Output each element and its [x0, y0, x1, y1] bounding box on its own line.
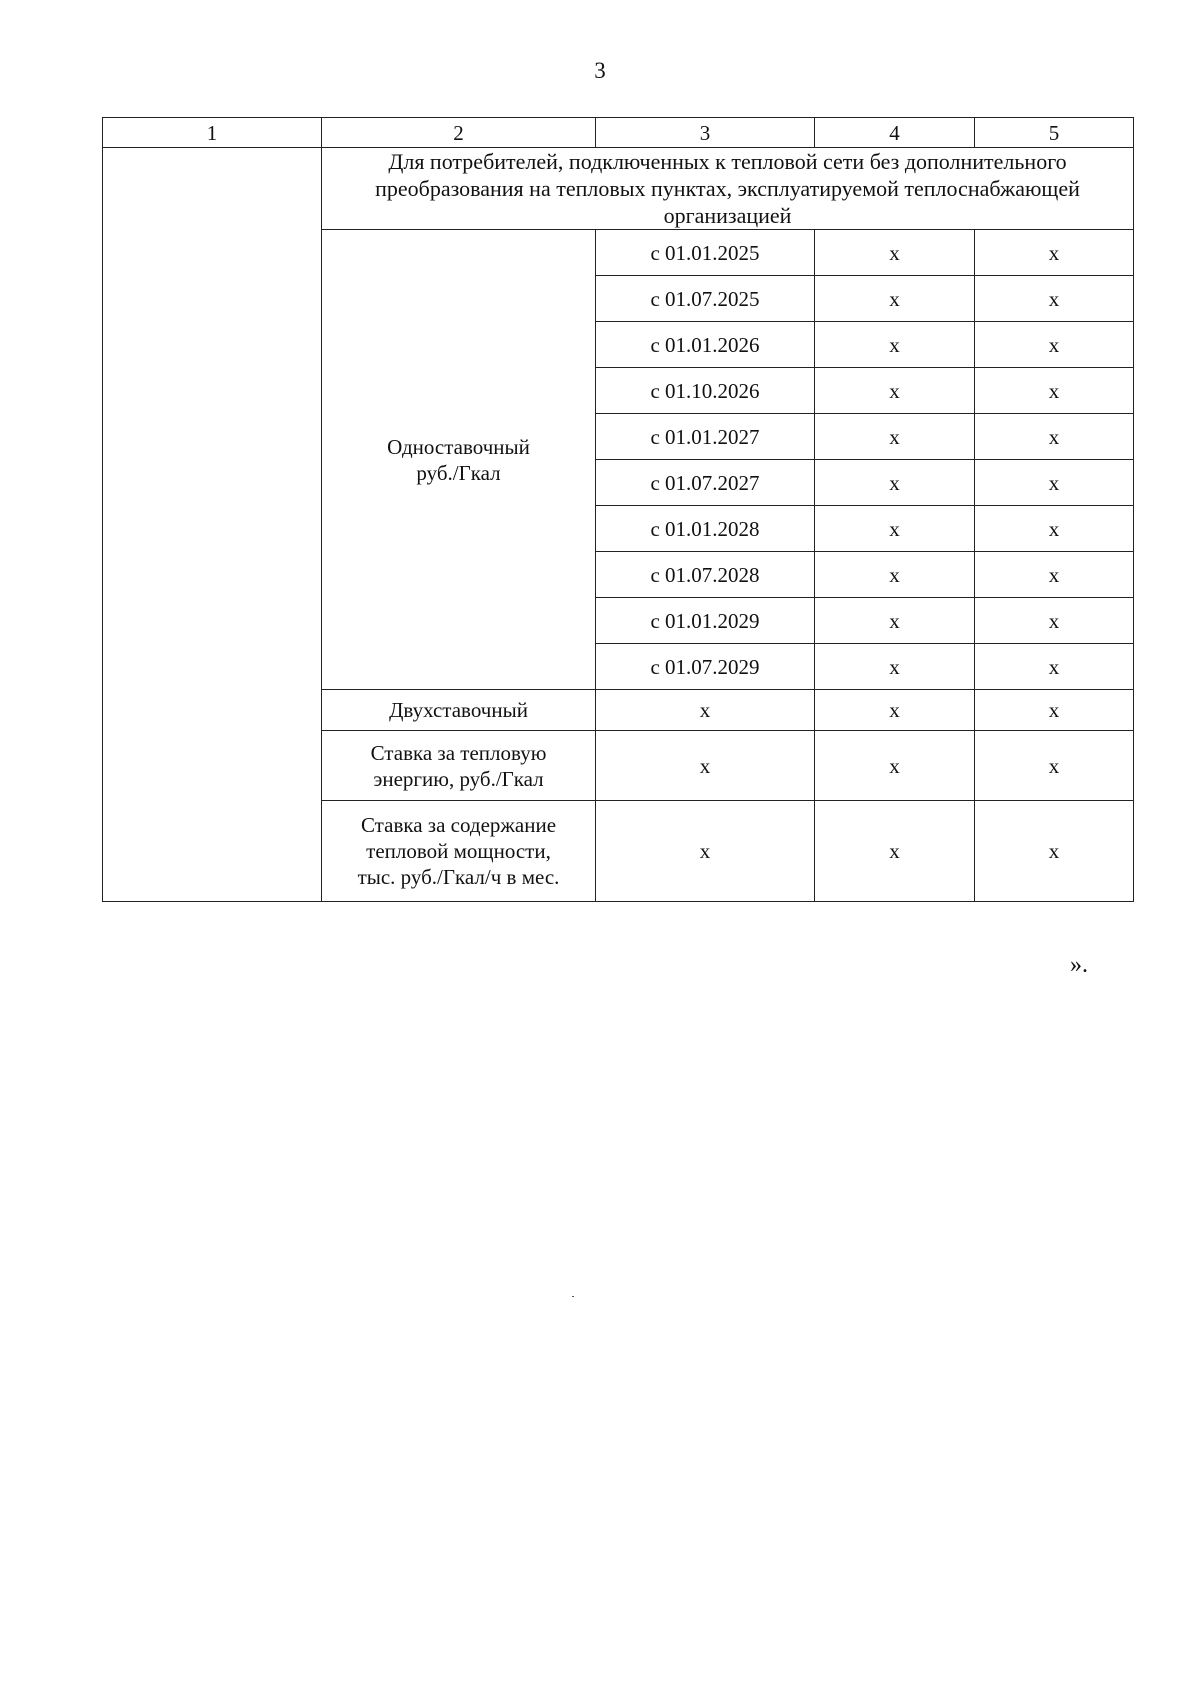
- value-cell: х: [975, 276, 1134, 322]
- capacity-rate-label-cell: [322, 801, 596, 902]
- energy-rate-label: Ставка за тепловую: [370, 740, 547, 765]
- value-cell: х: [815, 731, 975, 801]
- date-cell: с 01.01.2026: [596, 322, 815, 368]
- value-cell: х: [975, 598, 1134, 644]
- value-cell: х: [815, 552, 975, 598]
- value-cell: х: [815, 506, 975, 552]
- value-cell: х: [815, 690, 975, 731]
- value-cell: х: [815, 322, 975, 368]
- date-cell: с 01.01.2028: [596, 506, 815, 552]
- closing-quote-mark: ».: [1070, 952, 1088, 978]
- value-cell: х: [975, 506, 1134, 552]
- section-row: [103, 148, 1134, 230]
- header-col-4: 4: [815, 118, 975, 148]
- section-title: Для потребителей, подключенных к тепловой сети без дополнительного преобразования на тепловых пунктах, эксплуатируемой теплоснабжающей организацией: [322, 148, 1134, 230]
- value-cell: х: [596, 731, 815, 801]
- date-cell: с 01.01.2025: [596, 230, 815, 276]
- value-cell: х: [815, 598, 975, 644]
- value-cell: х: [975, 230, 1134, 276]
- capacity-rate-unit: тыс. руб./Гкал/ч в мес.: [357, 865, 560, 889]
- value-cell: х: [815, 368, 975, 414]
- value-cell: х: [815, 644, 975, 690]
- date-cell: с 01.01.2029: [596, 598, 815, 644]
- value-cell: х: [975, 552, 1134, 598]
- header-col-1: 1: [103, 118, 322, 148]
- date-cell: с 01.07.2028: [596, 552, 815, 598]
- value-cell: х: [975, 368, 1134, 414]
- value-cell: х: [815, 414, 975, 460]
- value-cell: х: [975, 322, 1134, 368]
- value-cell: х: [815, 801, 975, 902]
- value-cell: х: [815, 276, 975, 322]
- page-number: 3: [594, 58, 606, 83]
- value-cell: х: [975, 644, 1134, 690]
- capacity-rate-label: Ставка за содержание: [360, 813, 557, 837]
- value-cell: х: [975, 801, 1134, 902]
- date-cell: с 01.07.2029: [596, 644, 815, 690]
- date-cell: с 01.07.2025: [596, 276, 815, 322]
- empty-first-column-cell: [103, 148, 322, 902]
- date-cell: с 01.07.2027: [596, 460, 815, 506]
- value-cell: х: [596, 801, 815, 902]
- header-col-2: 2: [322, 118, 596, 148]
- value-cell: х: [975, 731, 1134, 801]
- table-header-row: [103, 118, 1134, 148]
- value-cell: х: [975, 460, 1134, 506]
- header-col-5: 5: [975, 118, 1134, 148]
- tariff-table: [102, 117, 1134, 902]
- single-rate-label: Одноставочный: [387, 434, 530, 459]
- two-rate-label: Двухставочный: [322, 690, 596, 731]
- value-cell: х: [596, 690, 815, 731]
- single-rate-unit: руб./Гкал: [416, 460, 501, 485]
- single-rate-label-cell: [322, 230, 596, 690]
- header-col-3: 3: [596, 118, 815, 148]
- value-cell: х: [815, 460, 975, 506]
- date-cell: с 01.10.2026: [596, 368, 815, 414]
- value-cell: х: [975, 690, 1134, 731]
- scan-speck: [572, 1296, 574, 1297]
- value-cell: х: [975, 414, 1134, 460]
- energy-rate-unit: энергию, руб./Гкал: [373, 766, 544, 791]
- capacity-rate-label-cont: тепловой мощности,: [366, 839, 551, 863]
- date-cell: с 01.01.2027: [596, 414, 815, 460]
- value-cell: х: [815, 230, 975, 276]
- energy-rate-label-cell: [322, 731, 596, 801]
